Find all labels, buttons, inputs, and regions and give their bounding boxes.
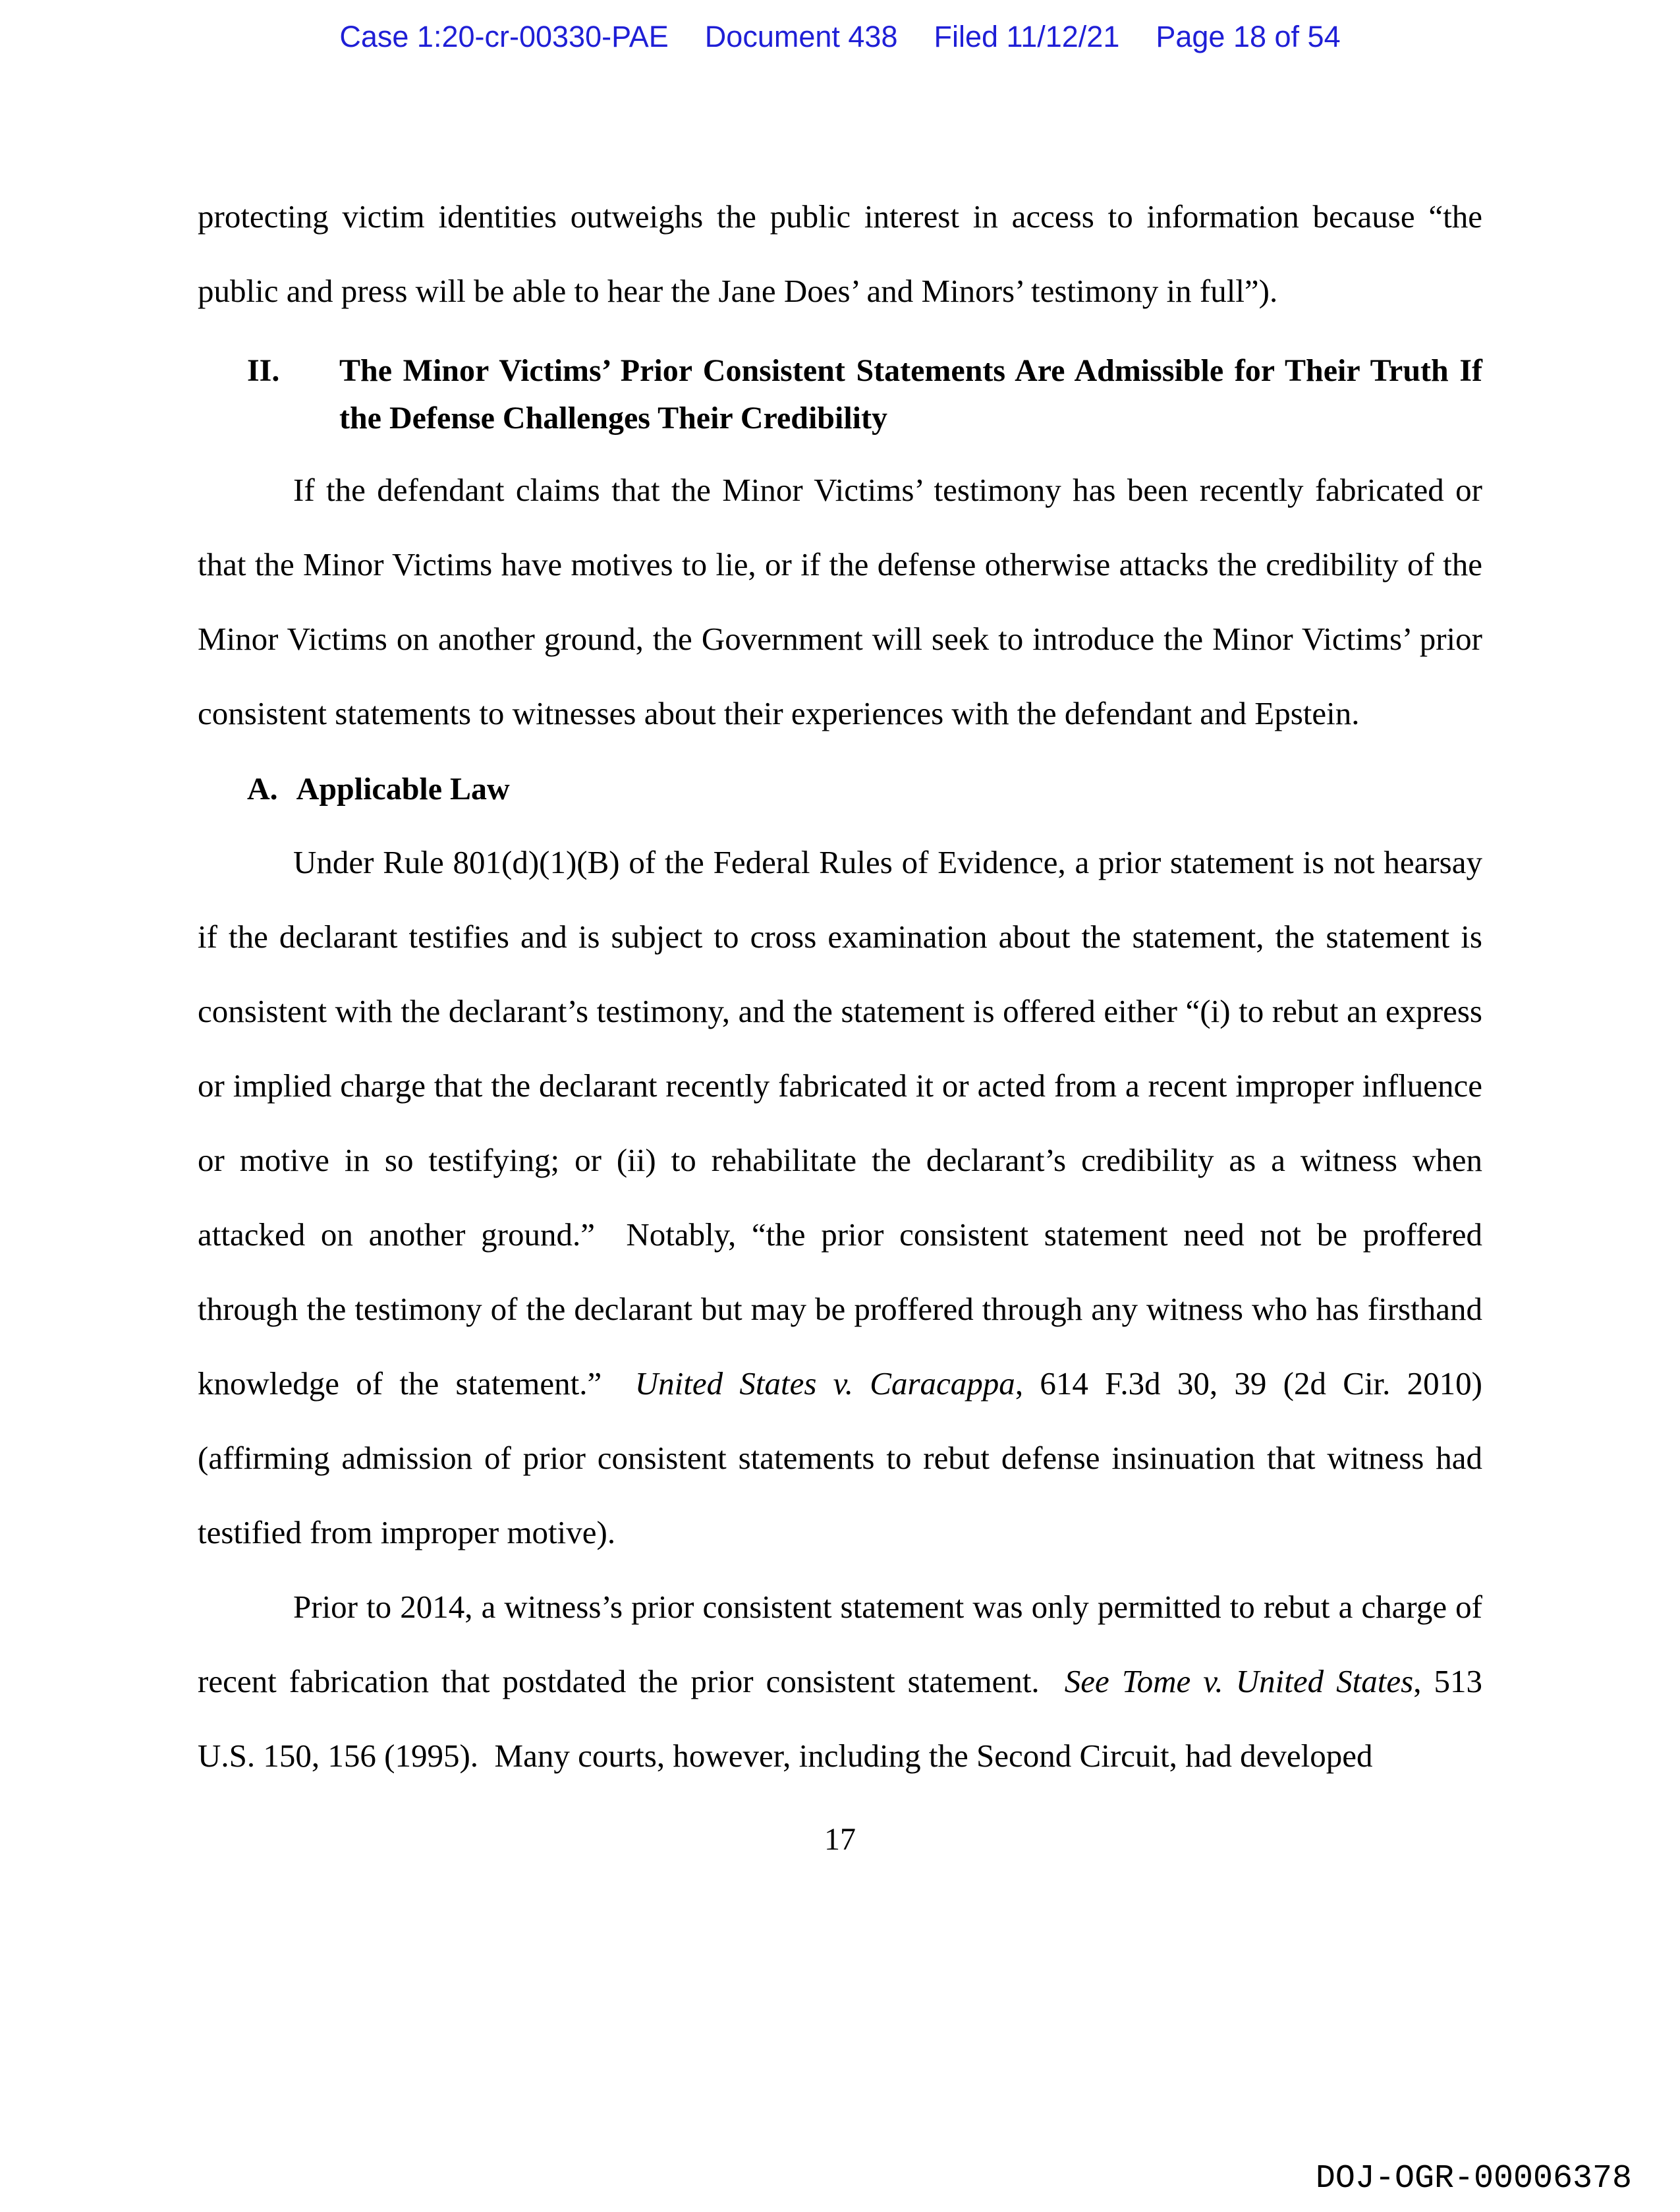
text-run: protecting victim identities outweighs the public interest in access to information because “the public and press will be able to hear the Jane Does’ and Minors’ testimony in full”). <box>198 198 1482 309</box>
case-caption-header <box>0 20 1680 54</box>
page-indicator: Page 18 of 54 <box>1156 20 1341 53</box>
section-number: II. <box>247 353 280 388</box>
case-number: Case 1:20-cr-00330-PAE <box>339 20 669 53</box>
text-run: Applicable Law <box>296 772 510 807</box>
text-run: , 513 U.S. 150, 156 (1995). Many courts, however, including the Second Circuit, had developed <box>198 1663 1482 1774</box>
page-number: 17 <box>824 1822 856 1857</box>
paragraph <box>198 179 1482 328</box>
case-citation: See Tome v. United States <box>1064 1663 1414 1699</box>
bates-stamp: DOJ-OGR-00006378 <box>1315 2160 1632 2198</box>
text-run: Prior to 2014, a witness’s prior consistent statement was only permitted to rebut a charge of recent fabrication that postdated the prior consistent statement. <box>198 1589 1482 1699</box>
filing-date: Filed 11/12/21 <box>934 20 1120 53</box>
subsection-letter: A. <box>247 772 278 807</box>
text-run: If the defendant claims that the Minor Victims’ testimony has been recently fabricated or that the Minor Victims have motives to lie, or if the defense otherwise attacks the credibility of the Minor Victims on another ground, the Government will seek to introduce the Minor Victims’ prior consistent statements to witnesses about their experiences with the defendant and Epstein. <box>198 472 1482 731</box>
subsection-heading-text <box>296 772 510 807</box>
subsection-heading <box>247 766 1482 813</box>
paragraph <box>198 825 1482 1570</box>
paragraph <box>198 1570 1482 1793</box>
text-run: Under Rule 801(d)(1)(B) of the Federal Rules of Evidence, a prior statement is not hearsay if the declarant testifies and is subject to cross examination about the statement, the statement is consistent with the declarant’s testimony, and the statement is offered either “(i) to rebut an express or implied charge that the declarant recently fabricated it or acted from a recent improper influence or motive in so testifying; or (ii) to rehabilitate the declarant’s credibility as a witness when attacked on another ground.” Notably, “the prior consistent statement need not be proffered through the testimony of the declarant but may be proffered through any witness who has firsthand knowledge of the statement.” <box>198 844 1482 1402</box>
text-run: , 614 F.3d 30, 39 (2d Cir. 2010) (affirming admission of prior consistent statements to rebut defense insinuation that witness had testified from improper motive). <box>198 1365 1483 1550</box>
section-heading <box>247 347 1482 442</box>
document-body <box>198 179 1482 1877</box>
section-heading-text <box>339 347 1482 442</box>
case-citation: United States v. Caracappa <box>634 1365 1015 1402</box>
text-run: The Minor Victims’ Prior Consistent Statements Are Admissible for Their Truth If the Defense Challenges Their Credibility <box>339 353 1482 436</box>
document-number: Document 438 <box>704 20 898 53</box>
paragraph <box>198 453 1482 751</box>
